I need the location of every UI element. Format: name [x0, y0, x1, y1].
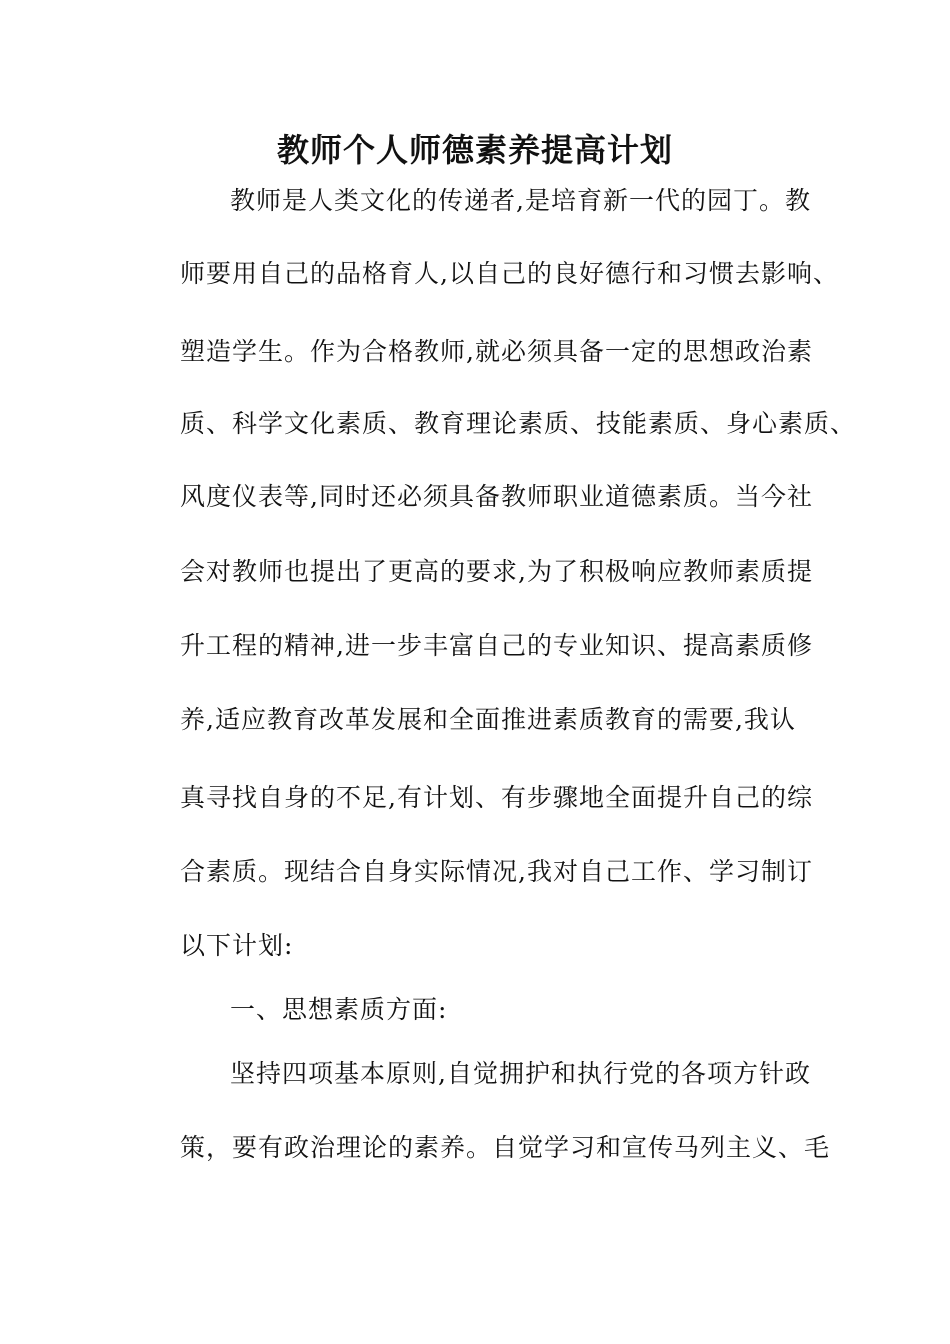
paragraph-line: 质、科学文化素质、教育理论素质、技能素质、身心素质、: [180, 409, 857, 438]
paragraph-line: 养,适应教育改革发展和全面推进素质教育的需要,我认: [180, 705, 796, 734]
paragraph-line: 风度仪表等,同时还必须具备教师职业道德素质。当今社: [180, 482, 813, 511]
paragraph-line: 会对教师也提出了更高的要求,为了积极响应教师素质提: [180, 557, 813, 586]
paragraph-line: 真寻找自身的不足,有计划、有步骤地全面提升自己的综: [180, 783, 813, 812]
section-heading: 一、思想素质方面:: [230, 995, 448, 1024]
paragraph-line: 塑造学生。作为合格教师,就必须具备一定的思想政治素: [180, 337, 813, 366]
paragraph-line: 教师是人类文化的传递者,是培育新一代的园丁。教: [230, 186, 811, 215]
paragraph-line: 合素质。现结合自身实际情况,我对自己工作、学习制订: [180, 857, 813, 886]
document-title: 教师个人师德素养提高计划: [276, 131, 673, 169]
paragraph-line: 策，要有政治理论的素养。自觉学习和宣传马列主义、毛: [180, 1133, 831, 1162]
paragraph-line: 坚持四项基本原则,自觉拥护和执行党的各项方针政: [230, 1059, 811, 1088]
paragraph-line: 师要用自己的品格育人,以自己的良好德行和习惯去影响、: [180, 259, 839, 288]
paragraph-line: 以下计划:: [180, 931, 294, 960]
paragraph-line: 升工程的精神,进一步丰富自己的专业知识、提高素质修: [180, 631, 813, 660]
